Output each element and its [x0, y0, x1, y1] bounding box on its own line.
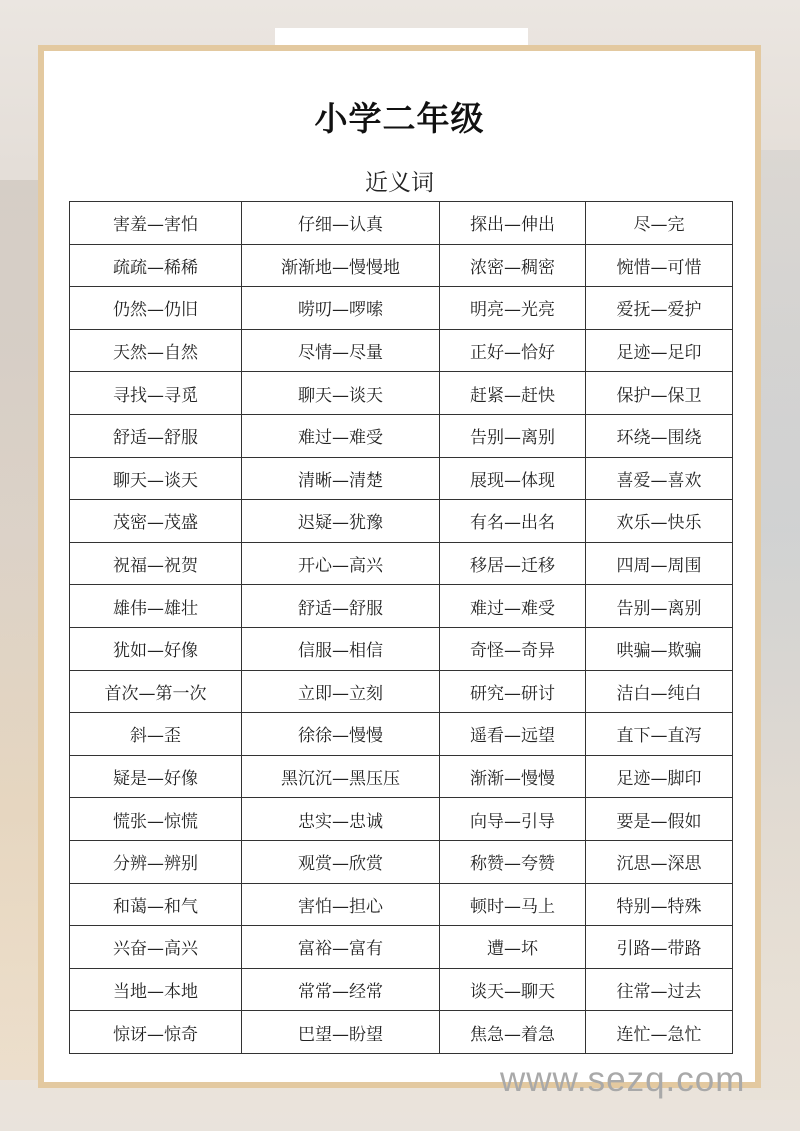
- synonym-cell: 移居—迁移: [440, 542, 586, 585]
- table-row: [70, 244, 733, 287]
- synonym-cell: 研究—研讨: [440, 670, 586, 713]
- synonym-cell: 舒适—舒服: [242, 585, 440, 628]
- table-row: [70, 287, 733, 330]
- synonym-cell: 往常—过去: [586, 968, 733, 1011]
- synonym-cell: 有名—出名: [440, 500, 586, 543]
- synonym-cell: 遭—坏: [440, 926, 586, 969]
- table-row: [70, 840, 733, 883]
- synonym-cell: 环绕—围绕: [586, 414, 733, 457]
- synonym-cell: 要是—假如: [586, 798, 733, 841]
- synonym-cell: 常常—经常: [242, 968, 440, 1011]
- synonym-cell: 当地—本地: [70, 968, 242, 1011]
- synonym-cell: 祝福—祝贺: [70, 542, 242, 585]
- synonym-cell: 聊天—谈天: [70, 457, 242, 500]
- synonym-cell: 舒适—舒服: [70, 414, 242, 457]
- synonym-cell: 四周—周围: [586, 542, 733, 585]
- synonym-cell: 直下—直泻: [586, 713, 733, 756]
- synonym-cell: 巴望—盼望: [242, 1011, 440, 1054]
- synonym-cell: 天然—自然: [70, 329, 242, 372]
- table-row: [70, 414, 733, 457]
- watermark-text: www.sezq.com: [500, 1060, 746, 1099]
- synonym-cell: 沉思—深思: [586, 840, 733, 883]
- synonym-cell: 哄骗—欺骗: [586, 627, 733, 670]
- synonym-cell: 信服—相信: [242, 627, 440, 670]
- table-row: [70, 798, 733, 841]
- synonym-table: [69, 201, 733, 1054]
- synonym-cell: 迟疑—犹豫: [242, 500, 440, 543]
- synonym-cell: 兴奋—高兴: [70, 926, 242, 969]
- synonym-cell: 寻找—寻觅: [70, 372, 242, 415]
- table-row: [70, 755, 733, 798]
- synonym-cell: 仔细—认真: [242, 202, 440, 245]
- table-row: [70, 500, 733, 543]
- synonym-cell: 连忙—急忙: [586, 1011, 733, 1054]
- synonym-cell: 黑沉沉—黑压压: [242, 755, 440, 798]
- synonym-cell: 害羞—害怕: [70, 202, 242, 245]
- synonym-cell: 顿时—马上: [440, 883, 586, 926]
- synonym-cell: 向导—引导: [440, 798, 586, 841]
- table-row: [70, 627, 733, 670]
- table-row: [70, 1011, 733, 1054]
- table-row: [70, 883, 733, 926]
- page-subtitle: 近义词: [365, 170, 434, 196]
- page-title: 小学二年级: [314, 99, 485, 138]
- synonym-cell: 唠叨—啰嗦: [242, 287, 440, 330]
- synonym-cell: 称赞—夸赞: [440, 840, 586, 883]
- synonym-cell: 犹如—好像: [70, 627, 242, 670]
- synonym-cell: 尽—完: [586, 202, 733, 245]
- synonym-cell: 告别—离别: [586, 585, 733, 628]
- synonym-cell: 赶紧—赶快: [440, 372, 586, 415]
- synonym-cell: 清晰—清楚: [242, 457, 440, 500]
- synonym-cell: 徐徐—慢慢: [242, 713, 440, 756]
- synonym-cell: 害怕—担心: [242, 883, 440, 926]
- synonym-cell: 茂密—茂盛: [70, 500, 242, 543]
- synonym-cell: 欢乐—快乐: [586, 500, 733, 543]
- synonym-cell: 尽情—尽量: [242, 329, 440, 372]
- synonym-cell: 焦急—着急: [440, 1011, 586, 1054]
- table-row: [70, 329, 733, 372]
- synonym-cell: 明亮—光亮: [440, 287, 586, 330]
- synonym-cell: 立即—立刻: [242, 670, 440, 713]
- synonym-cell: 奇怪—奇异: [440, 627, 586, 670]
- synonym-cell: 富裕—富有: [242, 926, 440, 969]
- synonym-cell: 足迹—脚印: [586, 755, 733, 798]
- synonym-cell: 遥看—远望: [440, 713, 586, 756]
- top-tab: [275, 28, 528, 46]
- synonym-cell: 浓密—稠密: [440, 244, 586, 287]
- synonym-cell: 首次—第一次: [70, 670, 242, 713]
- synonym-cell: 慌张—惊慌: [70, 798, 242, 841]
- synonym-cell: 保护—保卫: [586, 372, 733, 415]
- synonym-cell: 洁白—纯白: [586, 670, 733, 713]
- table-row: [70, 713, 733, 756]
- synonym-cell: 和蔼—和气: [70, 883, 242, 926]
- synonym-cell: 分辨—辨别: [70, 840, 242, 883]
- synonym-cell: 开心—高兴: [242, 542, 440, 585]
- synonym-cell: 难过—难受: [440, 585, 586, 628]
- synonym-cell: 引路—带路: [586, 926, 733, 969]
- synonym-cell: 展现—体现: [440, 457, 586, 500]
- table-row: [70, 542, 733, 585]
- table-row: [70, 585, 733, 628]
- synonym-cell: 惊讶—惊奇: [70, 1011, 242, 1054]
- table-row: [70, 457, 733, 500]
- synonym-table-body: [70, 202, 733, 1054]
- synonym-cell: 疑是—好像: [70, 755, 242, 798]
- synonym-cell: 告别—离别: [440, 414, 586, 457]
- synonym-cell: 探出—伸出: [440, 202, 586, 245]
- document-frame: [38, 45, 761, 1088]
- synonym-cell: 渐渐—慢慢: [440, 755, 586, 798]
- synonym-cell: 难过—难受: [242, 414, 440, 457]
- synonym-cell: 聊天—谈天: [242, 372, 440, 415]
- table-row: [70, 968, 733, 1011]
- synonym-cell: 忠实—忠诚: [242, 798, 440, 841]
- synonym-cell: 疏疏—稀稀: [70, 244, 242, 287]
- table-row: [70, 926, 733, 969]
- synonym-cell: 雄伟—雄壮: [70, 585, 242, 628]
- synonym-cell: 谈天—聊天: [440, 968, 586, 1011]
- synonym-cell: 爱抚—爱护: [586, 287, 733, 330]
- synonym-cell: 斜—歪: [70, 713, 242, 756]
- synonym-cell: 正好—恰好: [440, 329, 586, 372]
- synonym-cell: 观赏—欣赏: [242, 840, 440, 883]
- synonym-cell: 惋惜—可惜: [586, 244, 733, 287]
- synonym-cell: 喜爱—喜欢: [586, 457, 733, 500]
- table-row: [70, 202, 733, 245]
- table-row: [70, 372, 733, 415]
- synonym-cell: 特别—特殊: [586, 883, 733, 926]
- synonym-cell: 仍然—仍旧: [70, 287, 242, 330]
- synonym-cell: 足迹—足印: [586, 329, 733, 372]
- synonym-cell: 渐渐地—慢慢地: [242, 244, 440, 287]
- table-row: [70, 670, 733, 713]
